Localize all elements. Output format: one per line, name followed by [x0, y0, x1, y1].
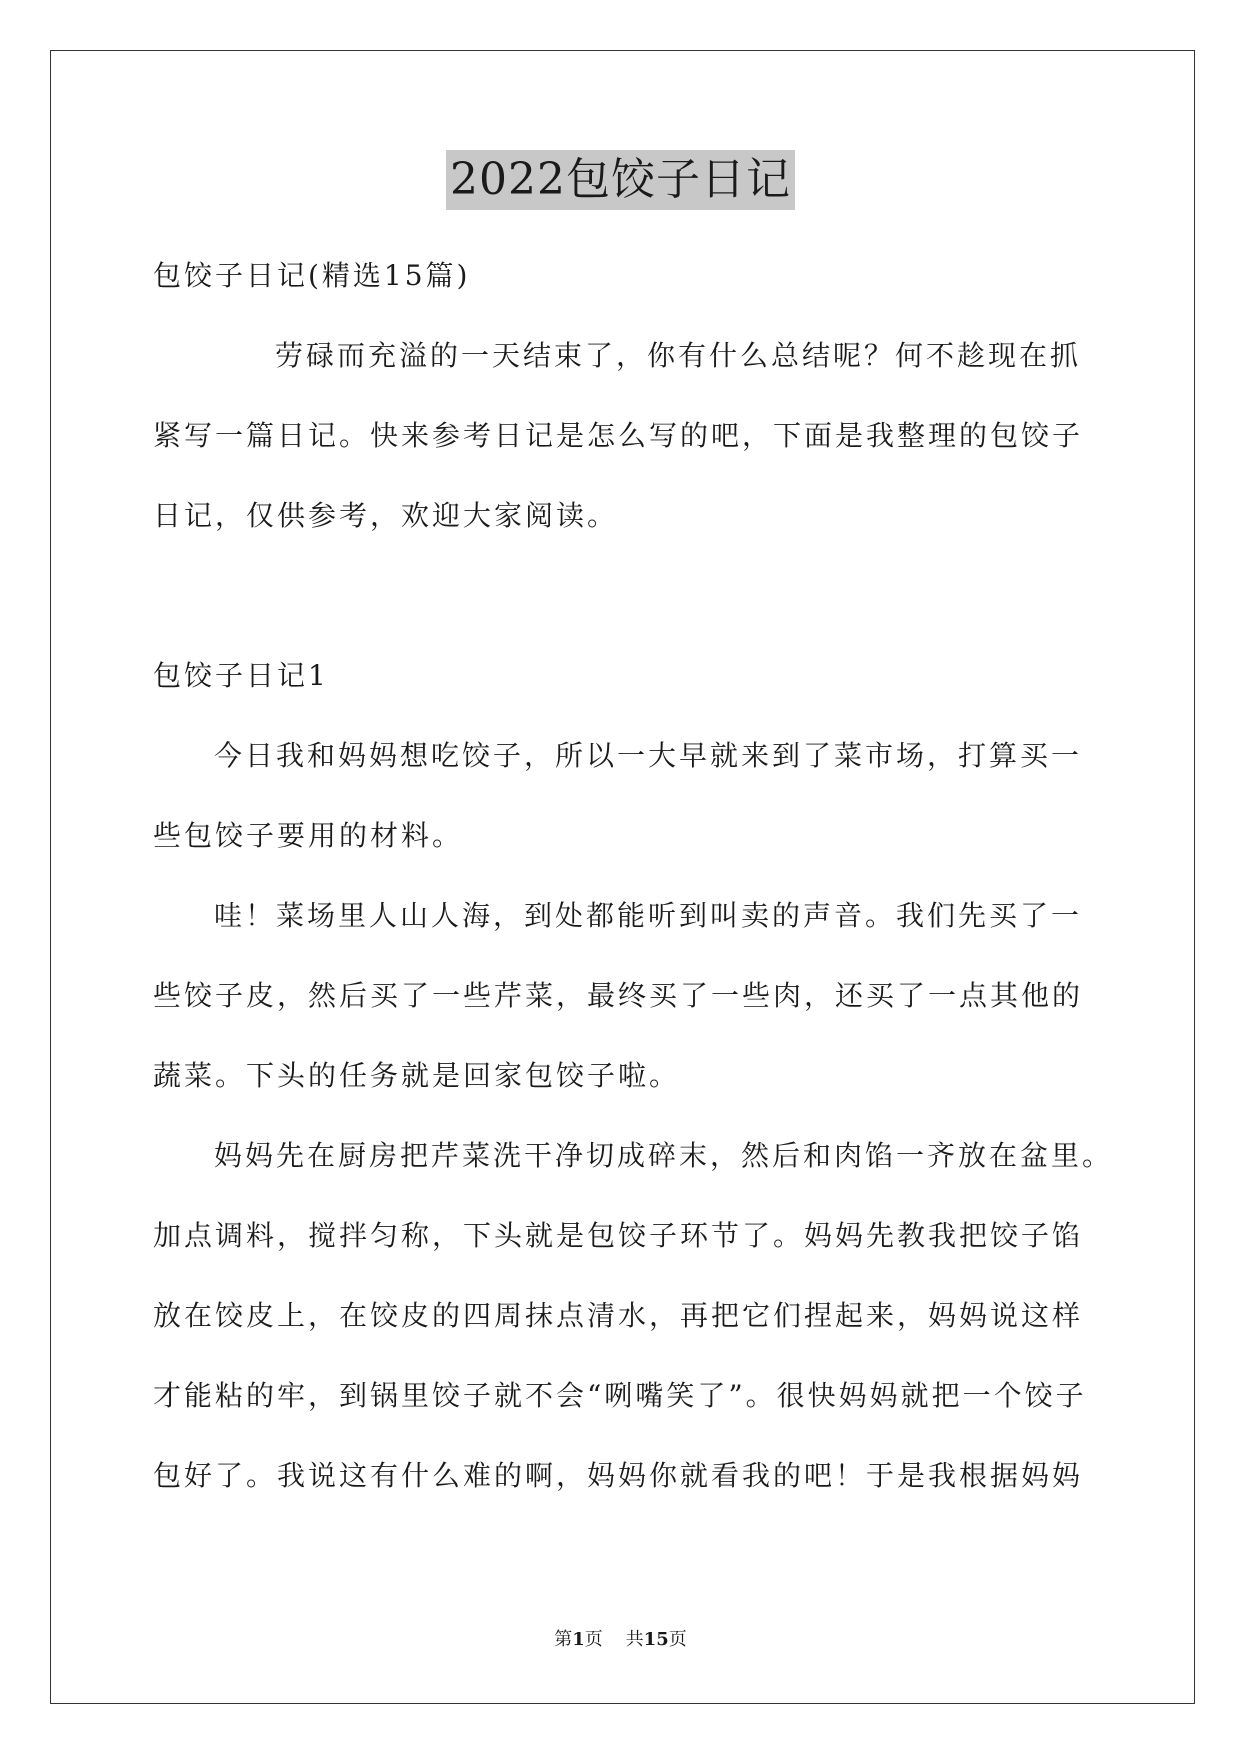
- intro-line: 劳碌而充溢的一天结束了，你有什么总结呢？何不趁现在抓: [275, 339, 1082, 372]
- intro-line: 日记，仅供参考，欢迎大家阅读。: [153, 499, 619, 532]
- paragraph-line: 加点调料，搅拌匀称，下头就是包饺子环节了。妈妈先教我把饺子馅: [153, 1219, 1084, 1252]
- paragraph-line: 才能粘的牢，到锅里饺子就不会“咧嘴笑了”。很快妈妈就把一个饺子: [153, 1379, 1087, 1412]
- paragraph-line: 些饺子皮，然后买了一些芹菜，最终买了一些肉，还买了一点其他的: [153, 979, 1084, 1012]
- paragraph-line: 哇！菜场里人山人海，到处都能听到叫卖的声音。我们先买了一: [214, 899, 1083, 932]
- page-number: 1: [572, 1629, 585, 1650]
- blank-line: [153, 556, 1090, 636]
- page-number-prefix: 第: [554, 1629, 573, 1650]
- paragraph-line: 放在饺皮上，在饺皮的四周抹点清水，再把它们捏起来，妈妈说这样: [153, 1299, 1084, 1332]
- paragraph-line: 些包饺子要用的材料。: [153, 819, 464, 852]
- page-number-suffix: 页: [584, 1629, 603, 1650]
- document-body: [153, 236, 1114, 1516]
- document-subtitle: 包饺子日记(精选15篇): [153, 259, 471, 292]
- total-pages-prefix: 共: [625, 1629, 644, 1650]
- paragraph-line: 包好了。我说这有什么难的啊，妈妈你就看我的吧！于是我根据妈妈: [153, 1459, 1084, 1492]
- document-title: 2022包饺子日记: [446, 150, 795, 210]
- paragraph-line: 蔬菜。下头的任务就是回家包饺子啦。: [153, 1059, 681, 1092]
- intro-line: 紧写一篇日记。快来参考日记是怎么写的吧，下面是我整理的包饺子: [153, 419, 1084, 452]
- paragraph-line: 妈妈先在厨房把芹菜洗干净切成碎末，然后和肉馅一齐放在盆里。: [214, 1139, 1114, 1172]
- total-pages: 15: [643, 1629, 669, 1650]
- document-title-row: [0, 150, 1241, 210]
- page-footer: [0, 1628, 1241, 1652]
- paragraph-line: 今日我和妈妈想吃饺子，所以一大早就来到了菜市场，打算买一: [214, 739, 1083, 772]
- total-pages-suffix: 页: [668, 1629, 687, 1650]
- section-heading: 包饺子日记1: [153, 659, 329, 692]
